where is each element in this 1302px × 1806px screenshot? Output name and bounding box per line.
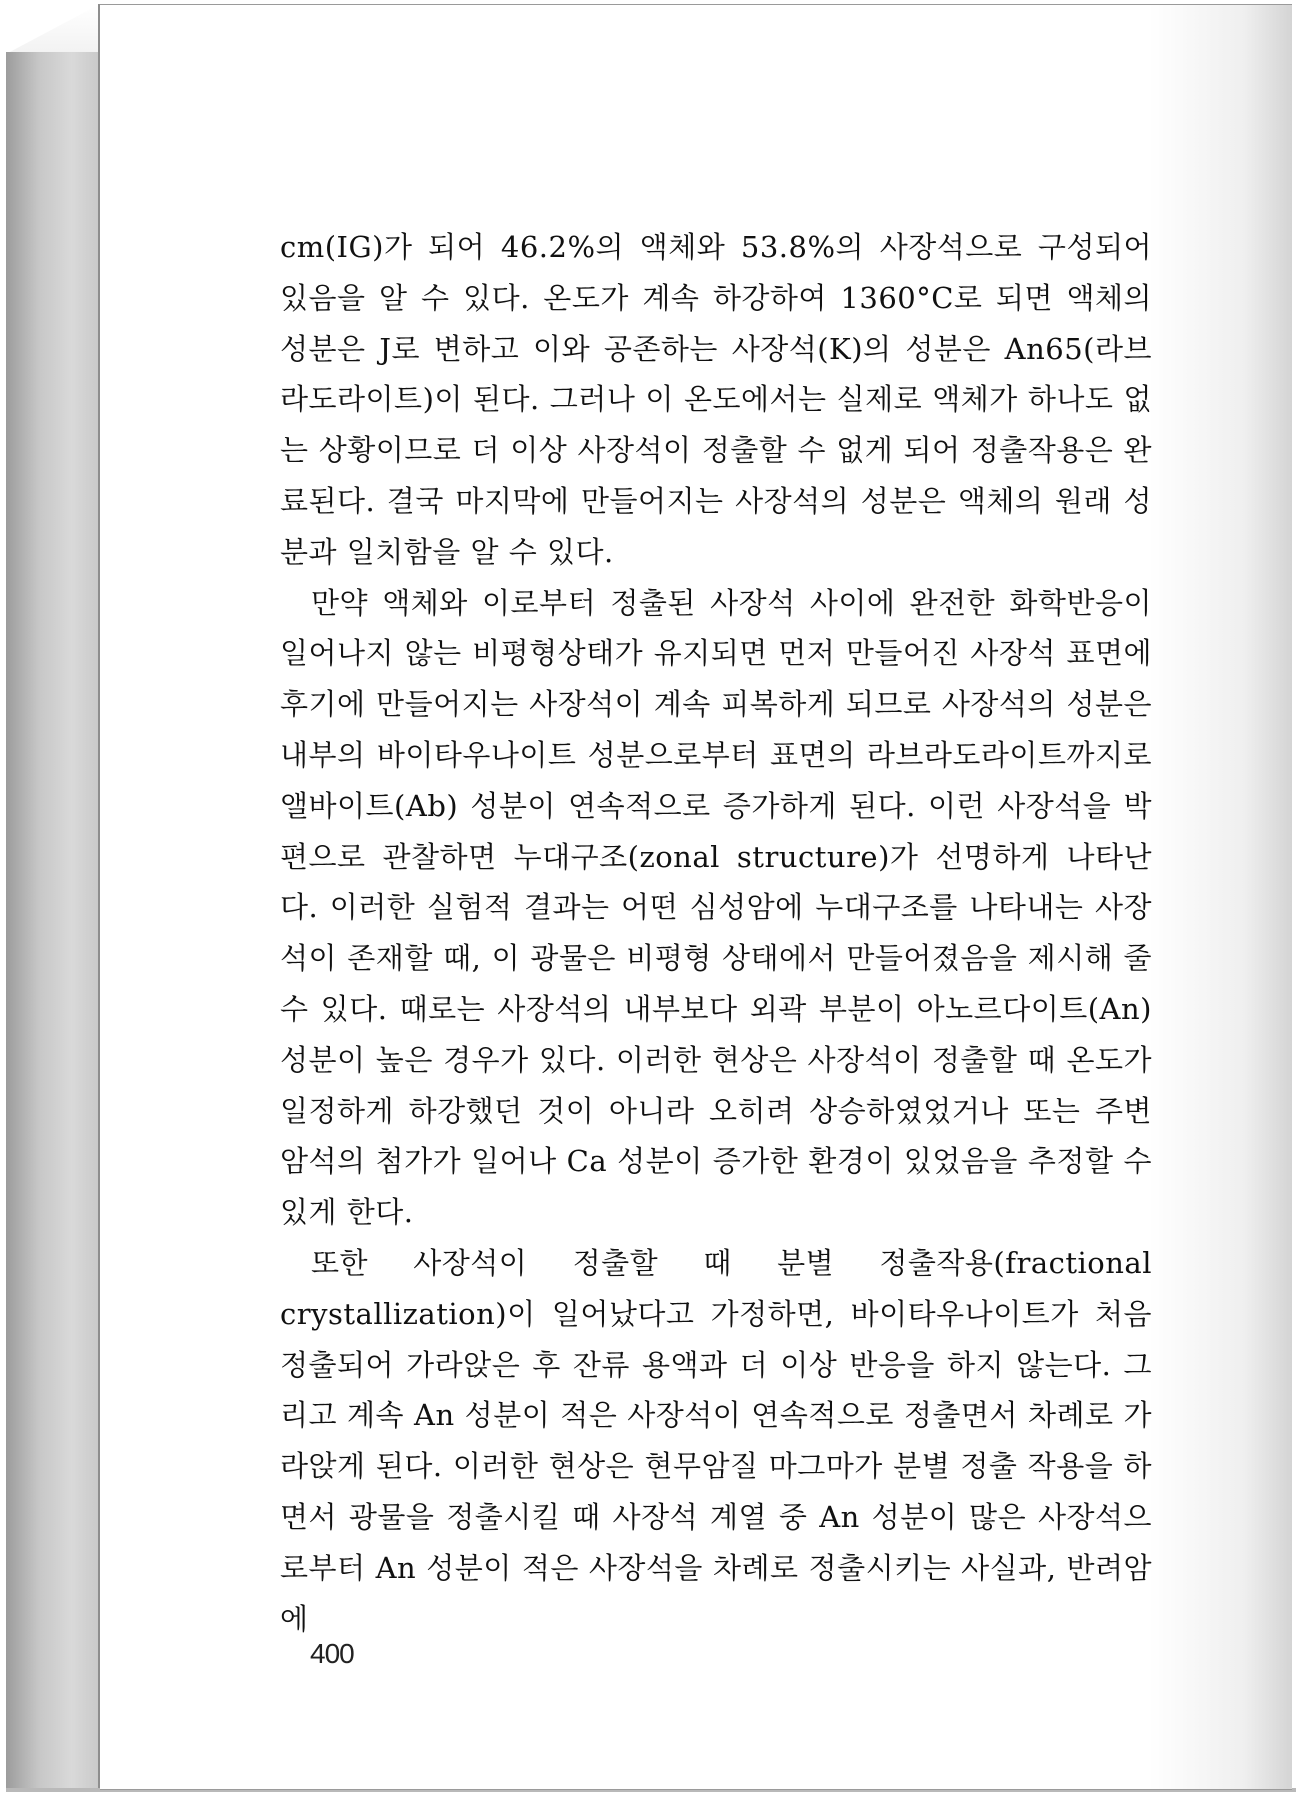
book-spine bbox=[6, 52, 100, 1788]
paragraph-3: 또한 사장석이 정출할 때 분별 정출작용(fractional crystallization)이 일어났다고 가정하면, 바이타우나이트가 처음 정출되어 가라앉은 후 잔류 용액과 더 이상 반응을 하지 않는다. 그리고 계속 An 성분이 적은 사장석이 연속적으로 정출면서 차례로 가라앉게 된다. 이러한 현상은 현무암질 마그마가 분별 정출 작용을 하면서 광물을 정출시킬 때 사장석 계열 중 An 성분이 많은 사장석으로부터 An 성분이 적은 사장석을 차례로 정출시키는 사실과, 반려암에 bbox=[280, 1245, 1152, 1636]
page-number: 400 bbox=[310, 1638, 354, 1669]
book-spine-top bbox=[6, 4, 106, 54]
paragraph-1: cm(IG)가 되어 46.2%의 액체와 53.8%의 사장석으로 구성되어 있음을 알 수 있다. 온도가 계속 하강하여 1360°C로 되면 액체의 성분은 J로 변하고 이와 공존하는 사장석(K)의 성분은 An65(라브라도라이트)이 된다. 그러나 이 온도에서는 실제로 액체가 하나도 없는 상황이므로 더 이상 사장석이 정출할 수 없게 되어 정출작용은 완료된다. 결국 마지막에 만들어지는 사장석의 성분은 액체의 원래 성분과 일치함을 알 수 있다. bbox=[280, 230, 1152, 569]
body-text bbox=[280, 222, 1152, 1644]
paragraph-2: 만약 액체와 이로부터 정출된 사장석 사이에 완전한 화학반응이 일어나지 않는 비평형상태가 유지되면 먼저 만들어진 사장석 표면에 후기에 만들어지는 사장석이 계속 피복하게 되므로 사장석의 성분은 내부의 바이타우나이트 성분으로부터 표면의 라브라도라이트까지로 앨바이트(Ab) 성분이 연속적으로 증가하게 된다. 이런 사장석을 박편으로 관찰하면 누대구조(zonal structure)가 선명하게 나타난다. 이러한 실험적 결과는 어떤 심성암에 누대구조를 나타내는 사장석이 존재할 때, 이 광물은 비평형 상태에서 만들어졌음을 제시해 줄 수 있다. 때로는 사장석의 내부보다 외곽 부분이 아노르다이트(An) 성분이 높은 경우가 있다. 이러한 현상은 사장석이 정출할 때 온도가 일정하게 하강했던 것이 아니라 오히려 상승하였었거나 또는 주변 암석의 첨가가 일어나 Ca 성분이 증가한 환경이 있었음을 추정할 수 있게 한다. bbox=[280, 585, 1152, 1230]
